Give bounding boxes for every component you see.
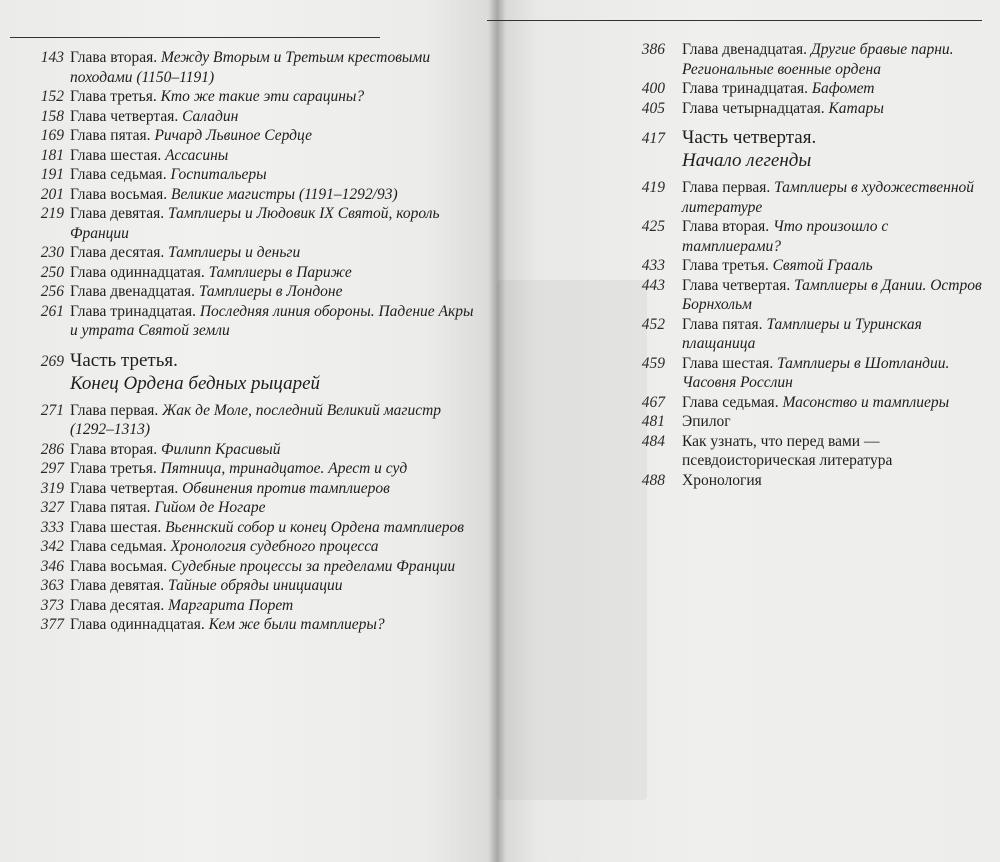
page-number: 417 (641, 130, 665, 147)
toc-entry (12, 615, 482, 635)
part-heading (12, 349, 482, 395)
page-number: 219 (40, 205, 64, 222)
part-name: Часть четвертая. (682, 127, 817, 148)
chapter-label: Глава одиннадцатая. (70, 616, 205, 633)
page-number: 201 (40, 185, 64, 203)
part-subtitle: Конец Ордена бедных рыцарей (70, 372, 321, 394)
toc-entry (12, 107, 482, 127)
chapter-title: Ассасины (165, 146, 229, 164)
toc-entry (610, 412, 990, 432)
part-heading (610, 126, 990, 172)
toc-entry (610, 393, 990, 413)
chapter-label: Глава первая. (682, 179, 771, 196)
chapter-label: Глава третья. (70, 460, 157, 477)
chapter-title: Тамплиеры в Лондоне (198, 283, 343, 300)
toc-entry (12, 243, 482, 263)
chapter-label: Глава тринадцатая. (70, 302, 196, 320)
toc-entry (12, 518, 482, 538)
toc-entry (12, 401, 482, 440)
page-number: 386 (641, 41, 665, 58)
chapter-label: Глава двенадцатая. (682, 41, 807, 58)
chapter-label: Глава девятая. (70, 577, 165, 594)
chapter-title: Маргарита Порет (168, 596, 294, 614)
toc-entry (610, 315, 990, 354)
chapter-title: Тайные обряды инициации (168, 577, 343, 594)
page-number: 425 (641, 218, 665, 235)
chapter-title: Гийом де Ногаре (154, 499, 266, 516)
toc-entry (12, 263, 482, 283)
toc-entry (12, 185, 482, 205)
page-number: 261 (40, 302, 64, 320)
page-number: 230 (40, 244, 64, 261)
page-number: 405 (641, 99, 665, 117)
toc-entry (610, 432, 990, 471)
toc-entry (12, 498, 482, 518)
chapter-title: Масонство и тамплиеры (782, 393, 950, 411)
toc-entry (610, 354, 990, 393)
page-number: 169 (40, 127, 64, 144)
chapter-title: Кем же были тамплиеры? (208, 616, 385, 633)
toc-entry (610, 178, 990, 217)
toc-entry (12, 87, 482, 107)
chapter-label: Глава третья. (682, 257, 769, 274)
chapter-title: Тамплиеры в Париже (208, 263, 352, 281)
chapter-title: Святой Грааль (772, 257, 873, 274)
page-number: 419 (641, 179, 665, 196)
page-number: 484 (641, 432, 665, 450)
chapter-label: Глава восьмая. (70, 185, 168, 203)
chapter-label: Глава одиннадцатая. (70, 263, 205, 281)
page-number: 286 (40, 440, 64, 458)
page-number: 256 (40, 283, 64, 300)
toc-entry (12, 204, 482, 243)
chapter-label: Глава двенадцатая. (70, 283, 195, 300)
page-number: 191 (40, 166, 64, 183)
toc-entry (12, 146, 482, 166)
toc-left (12, 48, 482, 635)
chapter-label: Глава первая. (70, 401, 159, 419)
chapter-label: Глава шестая. (70, 146, 162, 164)
toc-entry (610, 471, 990, 491)
part-subtitle: Начало легенды (682, 150, 812, 171)
chapter-title: Что произошло с тамплиерами? (682, 218, 889, 255)
page-number: 297 (40, 460, 64, 477)
chapter-title: Жак де Моле, последний Великий магистр (1292–1313) (70, 401, 442, 438)
page-number: 158 (40, 107, 64, 125)
toc-right (610, 40, 990, 490)
chapter-label: Глава четвертая. (682, 276, 791, 294)
toc-entry (610, 40, 990, 79)
page-number: 152 (40, 88, 64, 105)
chapter-title: Саладин (182, 107, 239, 125)
toc-entry (610, 256, 990, 276)
toc-entry (12, 126, 482, 146)
chapter-title: Обвинения против тамплиеров (182, 479, 390, 497)
page-number: 373 (40, 596, 64, 614)
toc-entry (12, 302, 482, 341)
chapter-label: Как узнать, что перед вами — псевдоисторическая литература (682, 432, 893, 469)
chapter-title: Бафомет (811, 80, 875, 97)
page-number: 269 (40, 352, 64, 370)
chapter-label: Глава пятая. (70, 499, 151, 516)
left-page (0, 0, 497, 862)
chapter-title: Последняя линия обороны. Падение Акры и утрата Святой земли (70, 302, 474, 339)
chapter-title: Пятница, тринадцатое. Арест и суд (160, 460, 408, 477)
page-number: 271 (40, 401, 64, 419)
chapter-label: Глава четвертая. (70, 107, 179, 125)
page-number: 333 (40, 518, 64, 536)
page-number: 319 (40, 479, 64, 497)
page-number: 433 (641, 257, 665, 274)
chapter-label: Глава шестая. (682, 354, 774, 372)
page-number: 377 (40, 616, 64, 633)
chapter-label: Хронология (682, 471, 762, 489)
chapter-title: Вьеннский собор и конец Ордена тамплиеров (165, 518, 464, 536)
chapter-title: Между Вторым и Третьим крестовыми походами (1150–1191) (70, 49, 431, 86)
header-rule (10, 37, 380, 38)
chapter-title: Катары (828, 99, 884, 117)
chapter-title: Госпитальеры (170, 166, 267, 183)
chapter-title: Кто же такие эти сарацины? (160, 88, 365, 105)
page-number: 143 (40, 49, 64, 66)
chapter-label: Глава восьмая. (70, 557, 168, 575)
book-gutter (488, 0, 506, 862)
chapter-title: Тамплиеры и Туринская плащаница (682, 315, 922, 352)
chapter-title: Тамплиеры в Шотландии. Часовня Росслин (682, 354, 950, 391)
toc-entry (610, 99, 990, 119)
page-number: 400 (641, 80, 665, 97)
page-number: 181 (40, 146, 64, 164)
header-rule (487, 20, 982, 21)
chapter-label: Глава десятая. (70, 596, 165, 614)
chapter-title: Тамплиеры и деньги (168, 244, 301, 261)
page-number: 467 (641, 393, 665, 411)
chapter-title: Ричард Львиное Сердце (154, 127, 313, 144)
toc-entry (12, 165, 482, 185)
toc-entry (12, 596, 482, 616)
chapter-label: Глава четвертая. (70, 479, 179, 497)
toc-entry (610, 79, 990, 99)
chapter-label: Глава десятая. (70, 244, 165, 261)
page-number: 250 (40, 263, 64, 281)
page-number: 327 (40, 499, 64, 516)
page-number: 452 (641, 315, 665, 333)
chapter-label: Глава пятая. (682, 315, 763, 333)
chapter-title: Другие бравые парни. Региональные военные ордена (682, 41, 954, 78)
chapter-label: Глава девятая. (70, 205, 165, 222)
page-number: 488 (641, 471, 665, 489)
toc-entry (610, 217, 990, 256)
chapter-title: Тамплиеры в Дании. Остров Борнхольм (682, 276, 982, 313)
toc-entry (12, 576, 482, 596)
toc-entry (12, 48, 482, 87)
chapter-label: Глава вторая. (70, 49, 158, 66)
page-number: 481 (641, 413, 665, 430)
toc-entry (12, 537, 482, 557)
chapter-label: Глава третья. (70, 88, 157, 105)
page-number: 342 (40, 538, 64, 555)
chapter-label: Глава седьмая. (70, 538, 167, 555)
chapter-title: Хронология судебного процесса (170, 538, 379, 555)
chapter-label: Глава шестая. (70, 518, 162, 536)
toc-entry (12, 557, 482, 577)
toc-entry (12, 459, 482, 479)
page-number: 443 (641, 276, 665, 294)
chapter-title: Тамплиеры в художественной литературе (682, 179, 975, 216)
page-number: 363 (40, 577, 64, 594)
chapter-title: Судебные процессы за пределами Франции (171, 557, 456, 575)
toc-entry (12, 440, 482, 460)
page-number: 346 (40, 557, 64, 575)
chapter-label: Глава седьмая. (682, 393, 779, 411)
chapter-label: Глава пятая. (70, 127, 151, 144)
toc-entry (12, 479, 482, 499)
chapter-label: Глава вторая. (682, 218, 770, 235)
part-name: Часть третья. (70, 349, 178, 371)
chapter-title: Великие магистры (1191–1292/93) (171, 185, 398, 203)
chapter-label: Глава четырнадцатая. (682, 99, 825, 117)
chapter-label: Глава тринадцатая. (682, 80, 808, 97)
toc-entry (610, 276, 990, 315)
chapter-label: Эпилог (682, 413, 731, 430)
chapter-label: Глава седьмая. (70, 166, 167, 183)
chapter-title: Филипп Красивый (161, 440, 281, 458)
toc-entry (12, 282, 482, 302)
page-number: 459 (641, 354, 665, 372)
chapter-title: Тамплиеры и Людовик IX Святой, король Франции (70, 205, 440, 242)
chapter-label: Глава вторая. (70, 440, 158, 458)
